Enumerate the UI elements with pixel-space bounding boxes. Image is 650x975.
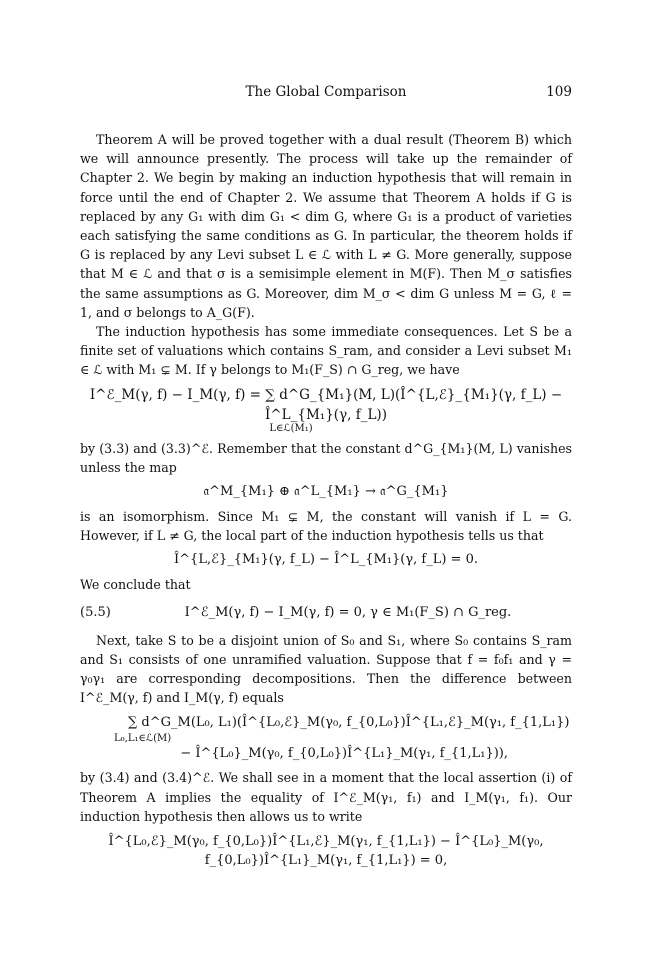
running-header — [80, 84, 572, 106]
equation-product-vanish: Î^{L₀,ℰ}_M(γ₀, f_{0,L₀})Î^{L₁,ℰ}_M(γ₁, f_{1,L₁}) − Î^{L₀}_M(γ₀, f_{0,L₀})Î^{L₁}_M(γ₁, f_{1,L₁}) = 0, — [108, 834, 544, 869]
equation-5-5 — [80, 601, 572, 625]
paragraph-isomorphism: is an isomorphism. Since M₁ ⊊ M, the constant will vanish if L = G. However, if L ≠ G, the local part of the induction hypothesis tells us that — [80, 509, 572, 544]
header-title: The Global Comparison — [245, 84, 407, 100]
page-number: 109 — [546, 84, 572, 100]
body-text — [80, 130, 572, 870]
equation-map: 𝔞^M_{M₁} ⊕ 𝔞^L_{M₁} → 𝔞^G_{M₁} — [203, 484, 449, 500]
equation-difference-sum — [80, 385, 572, 434]
paragraph-local-assertion: by (3.4) and (3.4)^ℰ. We shall see in a moment that the local assertion (i) of Theorem A implies the equality of I^ℰ_M(γ₁, f₁) and I_M(γ₁, f₁). Our induction hypothesis then allows us to write — [80, 770, 572, 824]
page — [80, 84, 572, 870]
paragraph-disjoint-union: Next, take S to be a disjoint union of S₀ and S₁, where S₀ contains S_ram and S₁ consists of one unramified valuation. Suppose that f = f₀f₁ and γ = γ₀γ₁ are corresponding decompositions. Then the difference between I^ℰ_M(γ, f) and I_M(γ, f) equals — [80, 632, 572, 706]
paragraph-constant: by (3.3) and (3.3)^ℰ. Remember that the constant d^G_{M₁}(M, L) vanishes unless the map — [80, 440, 572, 475]
paragraph-conclude: We conclude that — [80, 577, 191, 593]
equation-local-vanish: Î^{L,ℰ}_{M₁}(γ, f_L) − Î^L_{M₁}(γ, f_L) = 0. — [174, 552, 478, 568]
equation-difference-sum-main: I^ℰ_M(γ, f) − I_M(γ, f) = ∑ d^G_{M₁}(M, L)(Î^{L,ℰ}_{M₁}(γ, f_L) − Î^L_{M₁}(γ, f_L)) — [89, 386, 563, 423]
equation-product-sum-line1: ∑ d^G_M(L₀, L₁)(Î^{L₀,ℰ}_M(γ₀, f_{0,L₀})Î^{L₁,ℰ}_M(γ₁, f_{1,L₁}) — [128, 715, 570, 731]
equation-label: (5.5) — [80, 604, 111, 620]
equation-product-sum-line2: − Î^{L₀}_M(γ₀, f_{0,L₀})Î^{L₁}_M(γ₁, f_{1,L₁})), — [180, 746, 508, 762]
equation-product-sum — [80, 713, 572, 764]
paragraph-theorem-a: Theorem A will be proved together with a dual result (Theorem B) which we will announce presently. The process will take up the remainder of Chapter 2. We begin by making an induction hypothesis that will remain in force until the end of Chapter 2. We assume that Theorem A holds if G is replaced by any G₁ with dim G₁ < dim G, where G₁ is a product of varieties each satisfying the same conditions as G. In particular, the theorem holds if G is replaced by any Levi subset L ∈ ℒ with L ≠ G. More generally, suppose that M ∈ ℒ and that σ is a semisimple element in M(F). Then M_σ satisfies the same assumptions as G. Moreover, dim M_σ < dim G unless M = G, ℓ = 1, and σ belongs to A_G(F). — [80, 132, 572, 320]
paragraph-induction: The induction hypothesis has some immediate consequences. Let S be a finite set of valuations which contains S_ram, and consider a Levi subset M₁ ∈ ℒ with M₁ ⊊ M. If γ belongs to M₁(F_S) ∩ G_reg, we have — [80, 324, 572, 378]
equation-difference-sum-index: L∈ℒ(M₁) — [269, 422, 313, 434]
equation-product-sum-index: L₀,L₁∈ℒ(M) — [114, 733, 172, 745]
equation-5-5-body: I^ℰ_M(γ, f) − I_M(γ, f) = 0, γ ∈ M₁(F_S) ∩ G_reg. — [184, 604, 512, 620]
